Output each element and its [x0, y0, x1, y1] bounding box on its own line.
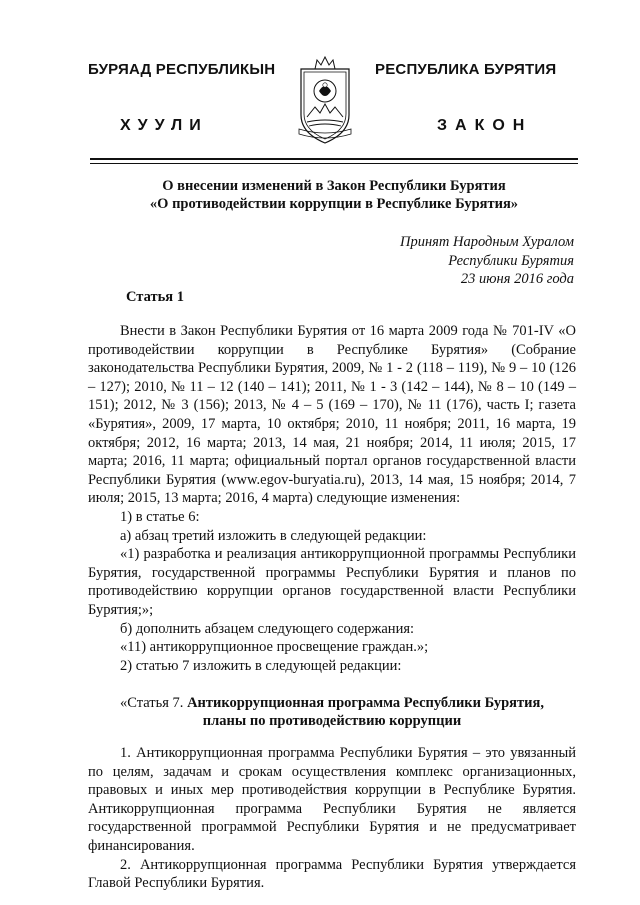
adoption-note: [400, 233, 574, 289]
article-1-paragraph: «11) антикоррупционное просвещение граждан.»;: [120, 639, 429, 656]
article-7-heading: [88, 694, 576, 730]
adoption-line2: Республики Бурятия: [448, 252, 574, 269]
header-divider-thin: [90, 163, 578, 164]
article-7-paragraph: 1. Антикоррупционная программа Республики Бурятия – это увязанный по целям, задачам и срокам осуществления комплекс организационных, правовых и иных мер противодействия коррупции в Республике Бурятия. Антикоррупционная программа Республики Бурятия не является государственной программой Республики Бурятия и не предусматривает финансирования.: [88, 745, 576, 854]
article-7-title-line2: планы по противодействию коррупции: [202, 713, 462, 729]
article-1-heading: Статья 1: [126, 289, 184, 305]
article-1-body: [88, 322, 576, 675]
law-title-line2: «О противодействии коррупции в Республике Бурятия»: [149, 196, 519, 212]
header-right-top: РЕСПУБЛИКА БУРЯТИЯ: [375, 61, 557, 78]
header-divider-thick: [90, 158, 578, 160]
article-1-paragraph: 1) в статье 6:: [120, 508, 200, 525]
law-title-line1: О внесении изменений в Закон Республики Бурятия: [162, 178, 506, 194]
law-title: [90, 177, 578, 213]
article-1-paragraph: б) дополнить абзацем следующего содержания:: [120, 620, 415, 637]
article-7-paragraph: 2. Антикоррупционная программа Республики Бурятия утверждается Главой Республики Бурятия.: [88, 856, 576, 892]
article-1-paragraph: Внести в Закон Республики Бурятия от 16 марта 2009 года № 701-IV «О противодействии коррупции в Республике Бурятия» (Собрание законодательства Республики Бурятия, 2009, № 1 - 2 (118 – 119), № 9 – 10 (126 – 127); 2010, № 11 – 12 (140 – 141); 2011, № 1 - 3 (142 – 144), № 8 – 10 (149 – 151); 2012, № 3 (156); 2013, № 4 – 5 (169 – 170), № 11 (176), часть I; газета «Бурятия», 2009, 17 марта, 10 октября; 2010, 11 ноября; 2011, 16 марта, 19 октября; 2012, 16 марта; 2013, 14 мая, 21 ноября; 2014, 11 июля; 2015, 17 марта; 2016, 11 марта; официальный портал органов государственной власти Республики Бурятия (www.egov-buryatia.ru), 2013, 14 мая, 15 ноября; 2014, 7 июля; 2015, 13 марта; 2016, 4 марта) следующие изменения:: [88, 323, 576, 507]
adoption-line1: Принят Народным Хуралом: [399, 234, 574, 250]
article-1-paragraph: а) абзац третий изложить в следующей редакции:: [120, 527, 427, 544]
article-7-title-line1: Антикоррупционная программа Республики Бурятия,: [187, 695, 544, 711]
header-left-top: БУРЯАД РЕСПУБЛИКЫН: [88, 61, 276, 78]
article-1-paragraph: «1) разработка и реализация антикоррупционной программы Республики Бурятия, государственной программы Республики Бурятия и планов по противодействию коррупции органов государственной власти Республики Бурятия;»;: [88, 546, 576, 618]
header-left-bottom: ХУУЛИ: [120, 117, 208, 134]
article-7-body: [88, 744, 576, 893]
header-right-bottom: ЗАКОН: [437, 117, 533, 134]
adoption-date: 23 июня 2016 года: [460, 271, 574, 287]
article-7-prefix: «Статья 7.: [120, 695, 188, 711]
article-1-paragraph: 2) статью 7 изложить в следующей редакции:: [120, 657, 402, 674]
coat-of-arms-icon: [297, 55, 353, 145]
